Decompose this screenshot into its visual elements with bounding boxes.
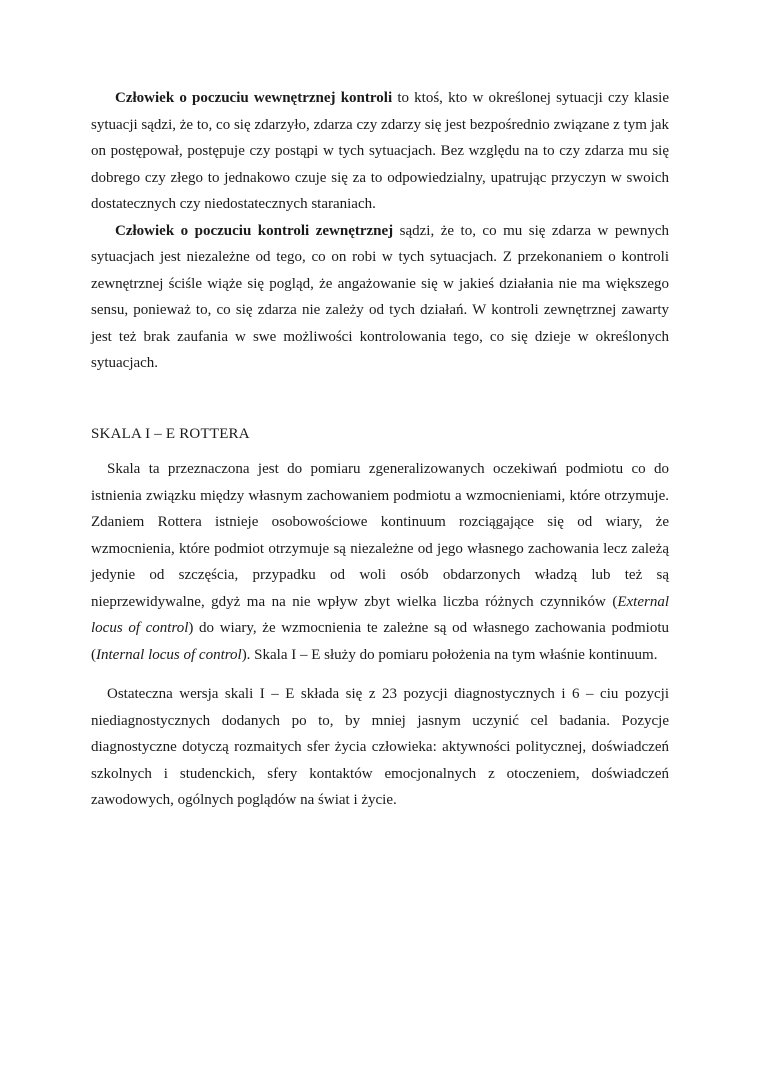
term-internal-control: Człowiek o poczuciu wewnętrznej kontroli (115, 90, 393, 106)
section-heading: SKALA I – E ROTTERA (91, 425, 250, 442)
paragraph-external-control-text: sądzi, że to, co mu się zdarza w pewnych sytuacjach jest niezależne od tego, co on robi w tych sytuacjach. Z przekonaniem o kontroli zewnętrznej ściśle wiąże się pogląd, że angażowanie się w jakieś działania nie ma większego sensu, ponieważ to, co się zdarza nie zależy od tych działań. W kontroli zewnętrznej zawarty jest też brak zaufania w swe możliwości kontrolowania tego, co się dzieje w określonych sytuacjach. (91, 222, 669, 371)
paragraph-scale-version: Ostateczna wersja skali I – E składa się z 23 pozycji diagnostycznych i 6 – ciu pozycji niediagnostycznych dodanych po to, by mniej jasnym uczynić cel badania. Pozycje diagnostyczne dotyczą rozmaitych sfer życia człowieka: aktywności politycznej, doświadczeń szkolnych i studenckich, sfery kontaktów emocjonalnych z otoczeniem, doświadczeń zawodowych, ogólnych poglądów na świat i życie. (91, 686, 669, 808)
italic-internal-locus: Internal locus of control (96, 646, 242, 663)
scale-description-part3: ). Skala I – E służy do pomiaru położenia na tym właśnie kontinuum. (241, 646, 658, 663)
paragraph-internal-control (91, 85, 669, 218)
scale-description-part1: Skala ta przeznaczona jest do pomiaru zgeneralizowanych oczekiwań podmiotu co do istnienia związku między własnym zachowaniem podmiotu a wzmocnieniami, które otrzymuje. Zdaniem Rottera istnieje osobowościowe kontinuum rozciągające się od wiary, że wzmocnienia, które podmiot otrzymuje są niezależne od jego własnego zachowania lecz zależą jedynie od szczęścia, przypadku od woli osób obdarzonych władzą lub też są nieprzewidywalne, gdyż ma na nie wpływ zbyt wielka liczba różnych czynników ( (91, 461, 669, 610)
italic-external-locus: External locus of control (91, 593, 669, 636)
term-external-control: Człowiek o poczuciu kontroli zewnętrznej (115, 222, 394, 239)
scale-description-part2: ) do wiary, że wzmocnienia te zależne są od własnego zachowania podmiotu ( (91, 620, 669, 663)
paragraph-external-control (91, 218, 669, 377)
paragraph-internal-control-text: to ktoś, kto w określonej sytuacji czy klasie sytuacji sądzi, że to, co się zdarzyło, zdarza czy zdarzy się jest bezpośrednio związane z tym jak on postępował, postępuje czy postąpi w tych sytuacjach. Bez względu na to czy zdarza mu się dobrego czy złego to jednakowo czuje się za to odpowiedzialny, upatrując przyczyn w swoich dostatecznych czy niedostatecznych staraniach. (91, 90, 669, 212)
paragraph-scale-description (91, 456, 669, 668)
